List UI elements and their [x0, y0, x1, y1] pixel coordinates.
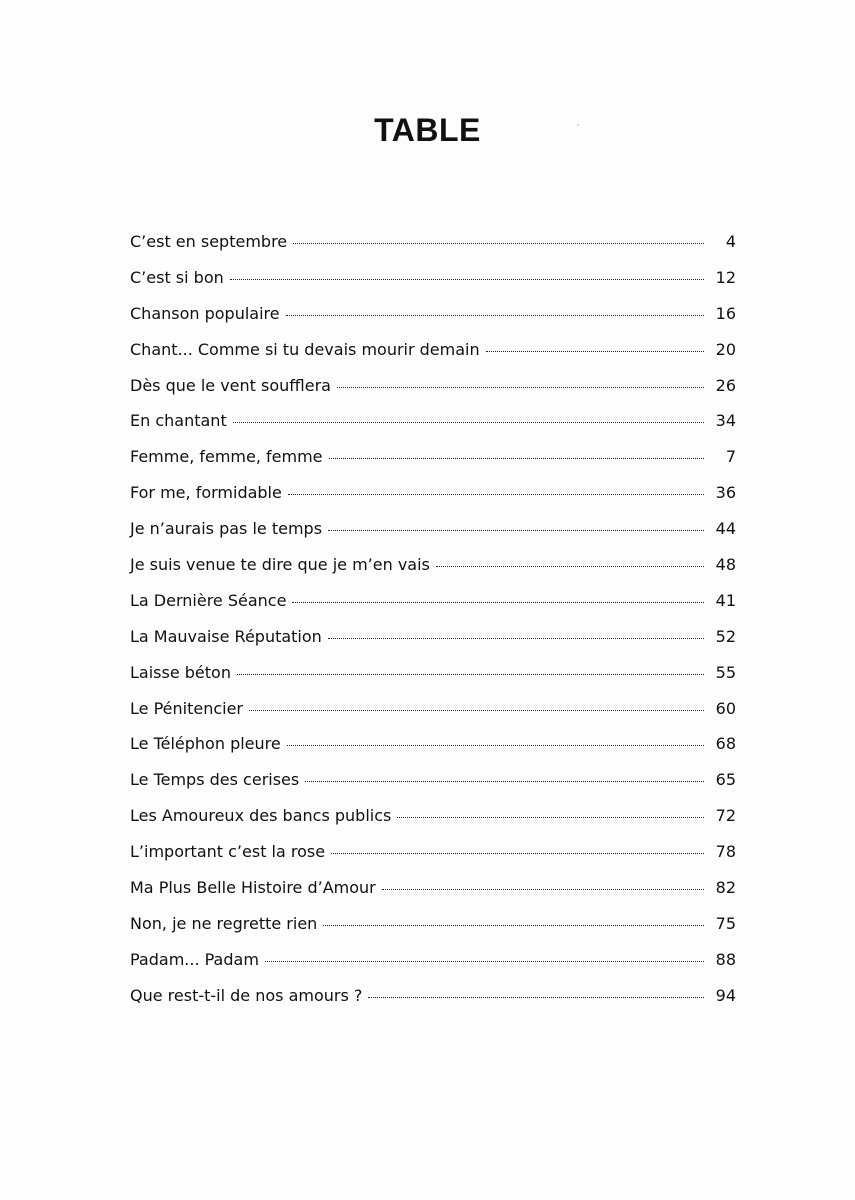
toc-entry-title: Je n’aurais pas le temps [130, 519, 323, 539]
toc-entry-title: Que rest-t-il de nos amours ? [130, 985, 363, 1005]
toc-entry-title: Le Temps des cerises [130, 770, 300, 790]
toc-entry [130, 555, 736, 591]
dot-leader [305, 781, 704, 782]
toc-entry-page: 7 [725, 447, 736, 467]
dot-leader [287, 745, 704, 746]
dot-leader [397, 817, 704, 818]
toc-entry-page: 44 [715, 519, 736, 539]
dot-leader [337, 387, 704, 388]
toc-entry-title: Dès que le vent soufflera [130, 375, 331, 395]
toc-entry [130, 734, 736, 770]
toc-entry [130, 842, 736, 878]
dot-leader [237, 674, 704, 675]
dot-leader [233, 422, 704, 423]
toc-entry-title: Laisse béton [130, 662, 231, 682]
dot-leader [368, 997, 704, 998]
dot-leader [286, 315, 704, 316]
toc-entry [130, 304, 736, 340]
toc-entry-title: For me, formidable [130, 483, 282, 503]
toc-entry-title: C’est en septembre [130, 232, 288, 251]
toc-entry [130, 376, 736, 412]
toc-entry-page: 68 [715, 734, 736, 754]
dot-leader [323, 925, 704, 926]
page-title: TABLE [374, 112, 481, 148]
toc-entry [130, 591, 736, 627]
toc-entry-title: En chantant [130, 411, 227, 431]
toc-entry-title: Les Amoureux des bancs publics [130, 806, 392, 826]
toc-entry-page: 36 [715, 483, 736, 503]
toc-entry-page: 60 [715, 698, 736, 718]
dot-leader [328, 530, 704, 531]
toc-entry [130, 411, 736, 447]
toc-entry [130, 663, 736, 699]
toc-entry [130, 340, 736, 376]
toc-entry-title: Le Téléphon pleure [130, 734, 281, 754]
toc-entry-title: La Dernière Séance [130, 590, 287, 610]
toc-entry-page: 12 [715, 267, 736, 287]
toc-entry-page: 16 [715, 303, 736, 323]
toc-entry-page: 94 [715, 985, 736, 1005]
toc-entry [130, 950, 736, 986]
toc-entry-title: Non, je ne regrette rien [130, 913, 318, 933]
toc-entry-title: Chant... Comme si tu devais mourir demain [130, 339, 480, 359]
toc-entry [130, 806, 736, 842]
toc-entry [130, 627, 736, 663]
toc-entry [130, 268, 736, 304]
dot-leader [331, 853, 704, 854]
dot-leader [293, 243, 704, 244]
toc-entry [130, 699, 736, 735]
toc-entry-title: Je suis venue te dire que je m’en vais [130, 555, 430, 575]
toc-entry-title: Chanson populaire [130, 303, 280, 323]
dot-leader [382, 889, 704, 890]
toc-entry [130, 232, 736, 268]
dot-leader [230, 279, 704, 280]
dot-leader [486, 351, 704, 352]
toc-entry-page: 88 [715, 949, 736, 969]
toc-entry-page: 4 [725, 232, 736, 251]
toc-entry-page: 34 [715, 411, 736, 431]
dot-leader [329, 458, 704, 459]
toc-entry-page: 82 [715, 878, 736, 898]
dot-leader [288, 494, 704, 495]
toc-entry-page: 65 [715, 770, 736, 790]
dot-leader [328, 638, 704, 639]
toc-entry [130, 914, 736, 950]
toc-entry-title: La Mauvaise Réputation [130, 626, 322, 646]
toc-entry-title: C’est si bon [130, 267, 224, 287]
toc-entry-title: Padam... Padam [130, 949, 259, 969]
toc-entry [130, 986, 736, 1022]
dot-leader [292, 602, 704, 603]
dot-leader [249, 710, 704, 711]
toc-entry [130, 519, 736, 555]
toc-entry [130, 483, 736, 519]
toc-entry-page: 78 [715, 842, 736, 862]
toc-entry-title: Le Pénitencier [130, 698, 243, 718]
toc-entry-page: 72 [715, 806, 736, 826]
table-of-contents [130, 232, 736, 1022]
toc-entry-page: 52 [715, 626, 736, 646]
toc-entry-page: 41 [715, 590, 736, 610]
dot-leader [265, 961, 704, 962]
toc-entry-page: 26 [715, 375, 736, 395]
toc-entry [130, 770, 736, 806]
toc-entry-page: 48 [715, 555, 736, 575]
toc-entry-page: 20 [715, 339, 736, 359]
toc-entry [130, 447, 736, 483]
toc-entry-page: 55 [715, 662, 736, 682]
toc-entry-title: Ma Plus Belle Histoire d’Amour [130, 878, 376, 898]
dot-leader [436, 566, 704, 567]
toc-entry-page: 75 [715, 913, 736, 933]
toc-entry [130, 878, 736, 914]
toc-entry-title: L’important c’est la rose [130, 842, 326, 862]
toc-entry-title: Femme, femme, femme [130, 447, 323, 467]
